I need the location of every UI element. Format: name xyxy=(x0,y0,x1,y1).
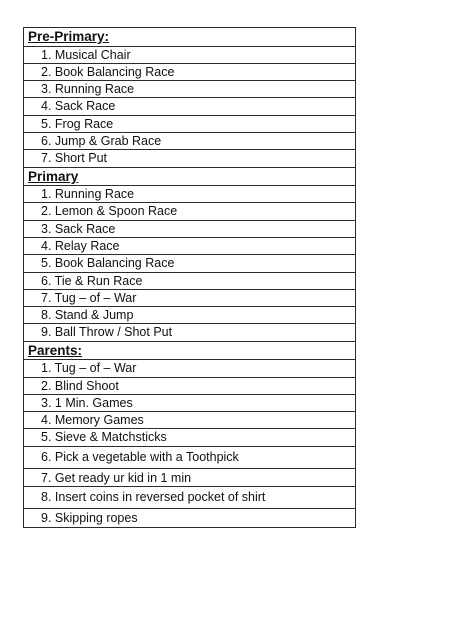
section-heading-label: Primary xyxy=(28,168,79,184)
list-item: 3. Running Race xyxy=(24,81,355,98)
events-table xyxy=(23,27,356,528)
list-item: 2. Lemon & Spoon Race xyxy=(24,203,355,220)
list-item: 1. Running Race xyxy=(24,186,355,203)
list-item: 6. Tie & Run Race xyxy=(24,273,355,290)
list-item: 2. Book Balancing Race xyxy=(24,64,355,81)
list-item: 4. Relay Race xyxy=(24,238,355,255)
list-item: 7. Get ready ur kid in 1 min xyxy=(24,469,355,488)
section-heading-label: Pre-Primary: xyxy=(28,29,110,44)
list-item: 1. Tug – of – War xyxy=(24,360,355,377)
section-heading-label: Parents: xyxy=(28,342,83,358)
list-item: 5. Frog Race xyxy=(24,116,355,133)
list-item: 2. Blind Shoot xyxy=(24,378,355,395)
list-item: 9. Skipping ropes xyxy=(24,509,355,528)
list-item: 8. Insert coins in reversed pocket of shirt xyxy=(24,487,355,509)
list-item: 6. Jump & Grab Race xyxy=(24,133,355,150)
list-item: 4. Sack Race xyxy=(24,98,355,115)
list-item: 9. Ball Throw / Shot Put xyxy=(24,324,355,341)
section-heading-primary xyxy=(24,168,355,187)
section-heading-parents xyxy=(24,342,355,361)
list-item: 3. 1 Min. Games xyxy=(24,395,355,412)
list-item: 1. Musical Chair xyxy=(24,47,355,64)
list-item: 8. Stand & Jump xyxy=(24,307,355,324)
list-item: 7. Short Put xyxy=(24,150,355,167)
list-item: 7. Tug – of – War xyxy=(24,290,355,307)
list-item: 3. Sack Race xyxy=(24,221,355,238)
section-heading-pre-primary xyxy=(24,28,355,47)
list-item: 4. Memory Games xyxy=(24,412,355,429)
list-item: 5. Book Balancing Race xyxy=(24,255,355,272)
list-item: 5. Sieve & Matchsticks xyxy=(24,429,355,446)
list-item: 6. Pick a vegetable with a Toothpick xyxy=(24,447,355,469)
